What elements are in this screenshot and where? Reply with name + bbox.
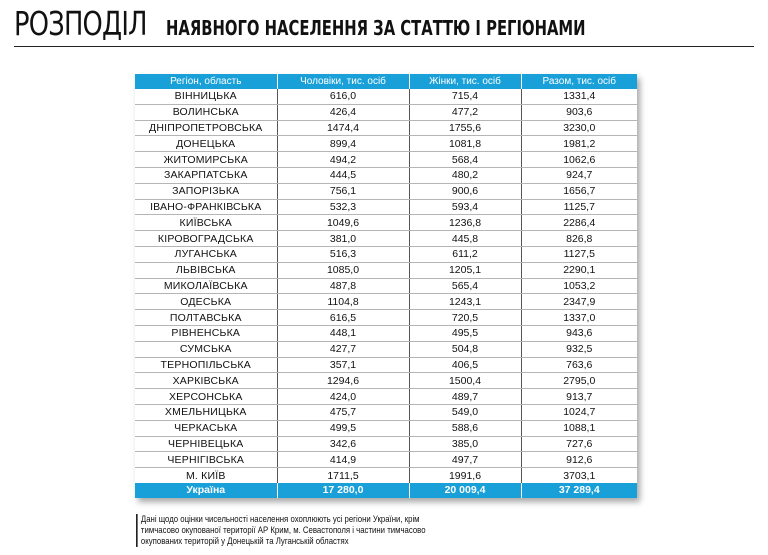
cell-total: 2795,0 — [521, 373, 637, 389]
cell-total: 1331,4 — [521, 89, 637, 104]
table-body — [135, 89, 637, 483]
cell-women: 1205,1 — [409, 262, 521, 278]
cell-men: 1474,4 — [277, 120, 409, 136]
cell-region: ЖИТОМИРСЬКА — [135, 152, 277, 168]
cell-region: ЧЕРНІГІВСЬКА — [135, 452, 277, 468]
cell-women: 497,7 — [409, 452, 521, 468]
header-region: Регіон, область — [135, 74, 277, 89]
cell-region: ВОЛИНСЬКА — [135, 104, 277, 120]
cell-region: КИЇВСЬКА — [135, 215, 277, 231]
footnote — [136, 514, 518, 547]
cell-total: 727,6 — [521, 436, 637, 452]
cell-women: 504,8 — [409, 341, 521, 357]
cell-region: СУМСЬКА — [135, 341, 277, 357]
table-row — [135, 89, 637, 104]
cell-total: 1656,7 — [521, 183, 637, 199]
cell-region: ОДЕСЬКА — [135, 294, 277, 310]
cell-men: 1294,6 — [277, 373, 409, 389]
cell-region: ЧЕРКАСЬКА — [135, 420, 277, 436]
total-region: Україна — [135, 483, 277, 498]
cell-region: ЗАПОРІЗЬКА — [135, 183, 277, 199]
cell-region: ЗАКАРПАТСЬКА — [135, 167, 277, 183]
table-row — [135, 357, 637, 373]
table-row — [135, 215, 637, 231]
cell-women: 1500,4 — [409, 373, 521, 389]
table-row — [135, 389, 637, 405]
cell-region: ХЕРСОНСЬКА — [135, 389, 277, 405]
cell-women: 593,4 — [409, 199, 521, 215]
table-footer — [135, 483, 637, 498]
total-sum: 37 289,4 — [521, 483, 637, 498]
table-row — [135, 294, 637, 310]
table-header — [135, 74, 637, 89]
cell-women: 549,0 — [409, 404, 521, 420]
cell-women: 1081,8 — [409, 136, 521, 152]
cell-men: 516,3 — [277, 246, 409, 262]
table-row — [135, 167, 637, 183]
cell-men: 899,4 — [277, 136, 409, 152]
table-row — [135, 420, 637, 436]
population-table — [135, 74, 637, 498]
cell-women: 480,2 — [409, 167, 521, 183]
cell-region: ДНІПРОПЕТРОВСЬКА — [135, 120, 277, 136]
cell-region: ХМЕЛЬНИЦЬКА — [135, 404, 277, 420]
cell-total: 2290,1 — [521, 262, 637, 278]
cell-men: 448,1 — [277, 325, 409, 341]
page-title: РОЗПОДІЛ — [14, 4, 147, 43]
cell-men: 494,2 — [277, 152, 409, 168]
total-women: 20 009,4 — [409, 483, 521, 498]
cell-women: 715,4 — [409, 89, 521, 104]
cell-men: 357,1 — [277, 357, 409, 373]
header-women: Жінки, тис. осіб — [409, 74, 521, 89]
table-row — [135, 199, 637, 215]
table-row — [135, 310, 637, 326]
cell-total: 1127,5 — [521, 246, 637, 262]
cell-women: 900,6 — [409, 183, 521, 199]
cell-total: 913,7 — [521, 389, 637, 405]
cell-men: 487,8 — [277, 278, 409, 294]
cell-men: 499,5 — [277, 420, 409, 436]
page-subtitle: НАЯВНОГО НАСЕЛЕННЯ ЗА СТАТТЮ І РЕГІОНАМИ — [166, 16, 586, 40]
header-total: Разом, тис. осіб — [521, 74, 637, 89]
cell-women: 568,4 — [409, 152, 521, 168]
cell-men: 427,7 — [277, 341, 409, 357]
cell-region: М. КИЇВ — [185, 469, 226, 482]
cell-men: 342,6 — [277, 436, 409, 452]
cell-men: 532,3 — [277, 199, 409, 215]
table-row — [135, 468, 637, 483]
cell-women: 1991,6 — [409, 468, 521, 483]
cell-women: 611,2 — [409, 246, 521, 262]
table-row — [135, 231, 637, 247]
cell-total: 924,7 — [521, 167, 637, 183]
table-row — [135, 136, 637, 152]
table-row — [135, 436, 637, 452]
cell-women: 489,7 — [409, 389, 521, 405]
cell-total: 1088,1 — [521, 420, 637, 436]
cell-women: 495,5 — [409, 325, 521, 341]
cell-region: ХАРКІВСЬКА — [135, 373, 277, 389]
cell-men: 1085,0 — [277, 262, 409, 278]
cell-women: 406,5 — [409, 357, 521, 373]
cell-region: ВІННИЦЬКА — [135, 89, 277, 104]
cell-women: 385,0 — [409, 436, 521, 452]
cell-total: 903,6 — [521, 104, 637, 120]
cell-men: 444,5 — [277, 167, 409, 183]
cell-total: 912,6 — [521, 452, 637, 468]
cell-men: 414,9 — [277, 452, 409, 468]
footnote-line: тимчасово окупованої території АР Крим, м. Севастополя і частини тимчасово — [140, 525, 426, 536]
cell-total: 1053,2 — [521, 278, 637, 294]
table-row — [135, 104, 637, 120]
cell-total: 1062,6 — [521, 152, 637, 168]
header-row — [135, 74, 637, 89]
cell-total: 932,5 — [521, 341, 637, 357]
cell-region: ЛУГАНСЬКА — [135, 246, 277, 262]
cell-total: 763,6 — [521, 357, 637, 373]
cell-total: 3703,1 — [521, 468, 637, 483]
cell-total: 1981,2 — [521, 136, 637, 152]
cell-women: 588,6 — [409, 420, 521, 436]
header-men: Чоловіки, тис. осіб — [277, 74, 409, 89]
table-row — [135, 183, 637, 199]
cell-region: ПОЛТАВСЬКА — [135, 310, 277, 326]
cell-total: 1024,7 — [521, 404, 637, 420]
cell-total: 943,6 — [521, 325, 637, 341]
page-header — [14, 2, 754, 47]
table-row — [135, 120, 637, 136]
footnote-line: Дані щодо оцінки чисельності населення охоплюють усі регіони України, крім — [140, 514, 420, 525]
cell-men: 1049,6 — [277, 215, 409, 231]
cell-men: 475,7 — [277, 404, 409, 420]
total-row — [135, 483, 637, 498]
cell-men: 1711,5 — [277, 468, 409, 483]
cell-total: 2286,4 — [521, 215, 637, 231]
cell-women: 445,8 — [409, 231, 521, 247]
cell-region: РІВНЕНСЬКА — [135, 325, 277, 341]
cell-women: 477,2 — [409, 104, 521, 120]
cell-women: 720,5 — [409, 310, 521, 326]
table-row — [135, 404, 637, 420]
cell-men: 616,5 — [277, 310, 409, 326]
table-row — [135, 325, 637, 341]
table-row — [135, 452, 637, 468]
cell-region: ЛЬВІВСЬКА — [135, 262, 277, 278]
cell-women: 1755,6 — [409, 120, 521, 136]
total-men: 17 280,0 — [277, 483, 409, 498]
table-row — [135, 262, 637, 278]
table-row — [135, 341, 637, 357]
cell-men: 424,0 — [277, 389, 409, 405]
cell-total: 826,8 — [521, 231, 637, 247]
cell-region: ІВАНО-ФРАНКІВСЬКА — [135, 199, 277, 215]
cell-total: 1125,7 — [521, 199, 637, 215]
cell-region: ДОНЕЦЬКА — [135, 136, 277, 152]
table-row — [135, 152, 637, 168]
cell-women: 1243,1 — [409, 294, 521, 310]
cell-women: 565,4 — [409, 278, 521, 294]
table-row — [135, 278, 637, 294]
table-row — [135, 246, 637, 262]
cell-men: 381,0 — [277, 231, 409, 247]
cell-women: 1236,8 — [409, 215, 521, 231]
cell-total: 3230,0 — [521, 120, 637, 136]
population-table-container — [135, 74, 637, 498]
cell-men: 426,4 — [277, 104, 409, 120]
cell-region: ТЕРНОПІЛЬСЬКА — [135, 357, 277, 373]
cell-region: КІРОВОГРАДСЬКА — [135, 231, 277, 247]
footnote-line: окупованих територій у Донецькій та Луганській областях — [140, 536, 349, 547]
cell-region: ЧЕРНІВЕЦЬКА — [135, 436, 277, 452]
cell-men: 756,1 — [277, 183, 409, 199]
cell-men: 1104,8 — [277, 294, 409, 310]
table-row — [135, 373, 637, 389]
cell-region: МИКОЛАЇВСЬКА — [135, 278, 277, 294]
cell-total: 2347,9 — [521, 294, 637, 310]
cell-total: 1337,0 — [521, 310, 637, 326]
cell-men: 616,0 — [277, 89, 409, 104]
